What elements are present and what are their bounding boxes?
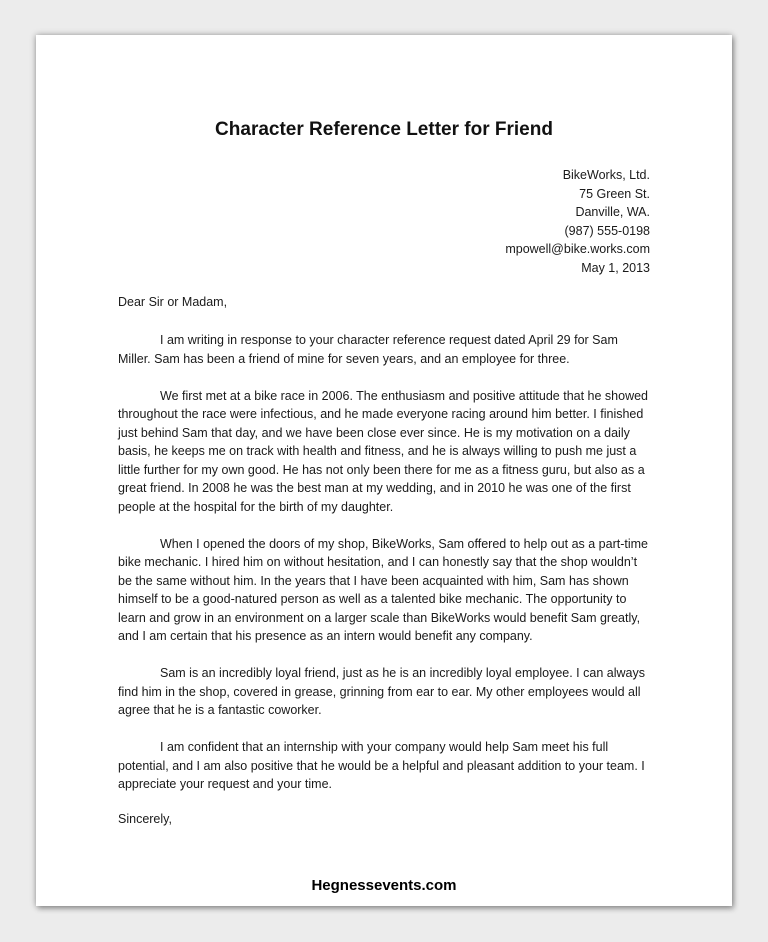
sender-company: BikeWorks, Ltd. [562,168,650,182]
letter-page [36,35,732,906]
sender-email: mpowell@bike.works.com [505,242,650,256]
closing: Sincerely, [118,812,172,826]
sender-phone: (987) 555-0198 [564,223,650,238]
body-paragraph: We first met at a bike race in 2006. The enthusiasm and positive attitude that he showed throughout the race were infectious, and he made everyone racing around him better. I finished just behind Sam that day, and we have been close ever since. He is my motivation on a daily basis, he keeps me on track with health and fitness, and he is always willing to push me just a little further for my own good. He has not only been there for me as a fitness guru, but also as a great friend. In 2008 he was the best man at my wedding, and in 2010 he was one of the first people at the hospital for the birth of my daughter. [118,388,649,514]
body-paragraph: I am confident that an internship with your company would help Sam meet his full potential, and I am also positive that he would be a helpful and pleasant addition to your team. I appreciate your request and your time. [118,740,645,791]
body-paragraph: I am writing in response to your character reference request dated April 29 for Sam Miller. Sam has been a friend of mine for seven years, and an employee for three. [118,333,618,366]
salutation: Dear Sir or Madam, [118,295,228,309]
sender-street: 75 Green St. [579,186,650,201]
body-paragraph: When I opened the doors of my shop, BikeWorks, Sam offered to help out as a part-time bike mechanic. I hired him on without hesitation, and I can honestly say that the shop wouldn’t be the same without him. In the years that I have been acquainted with him, Sam has shown himself to be a good-natured person as well as a talented bike mechanic. The opportunity to learn and grow in an environment on a larger scale than BikeWorks would benefit Sam greatly, and I am certain that his presence as an intern would benefit any company. [118,536,648,643]
body-paragraph: Sam is an incredibly loyal friend, just as he is an incredibly loyal employee. I can always find him in the shop, covered in grease, grinning from ear to ear. My other employees would all agree that he is a fantastic coworker. [118,666,645,717]
sender-address-block [505,166,650,277]
letter-title: Character Reference Letter for Friend [215,119,553,140]
site-watermark: Hegnessevents.com [311,877,457,894]
letter-date: May 1, 2013 [581,260,650,275]
letter-body [118,331,650,812]
sender-city: Danville, WA. [575,205,650,219]
